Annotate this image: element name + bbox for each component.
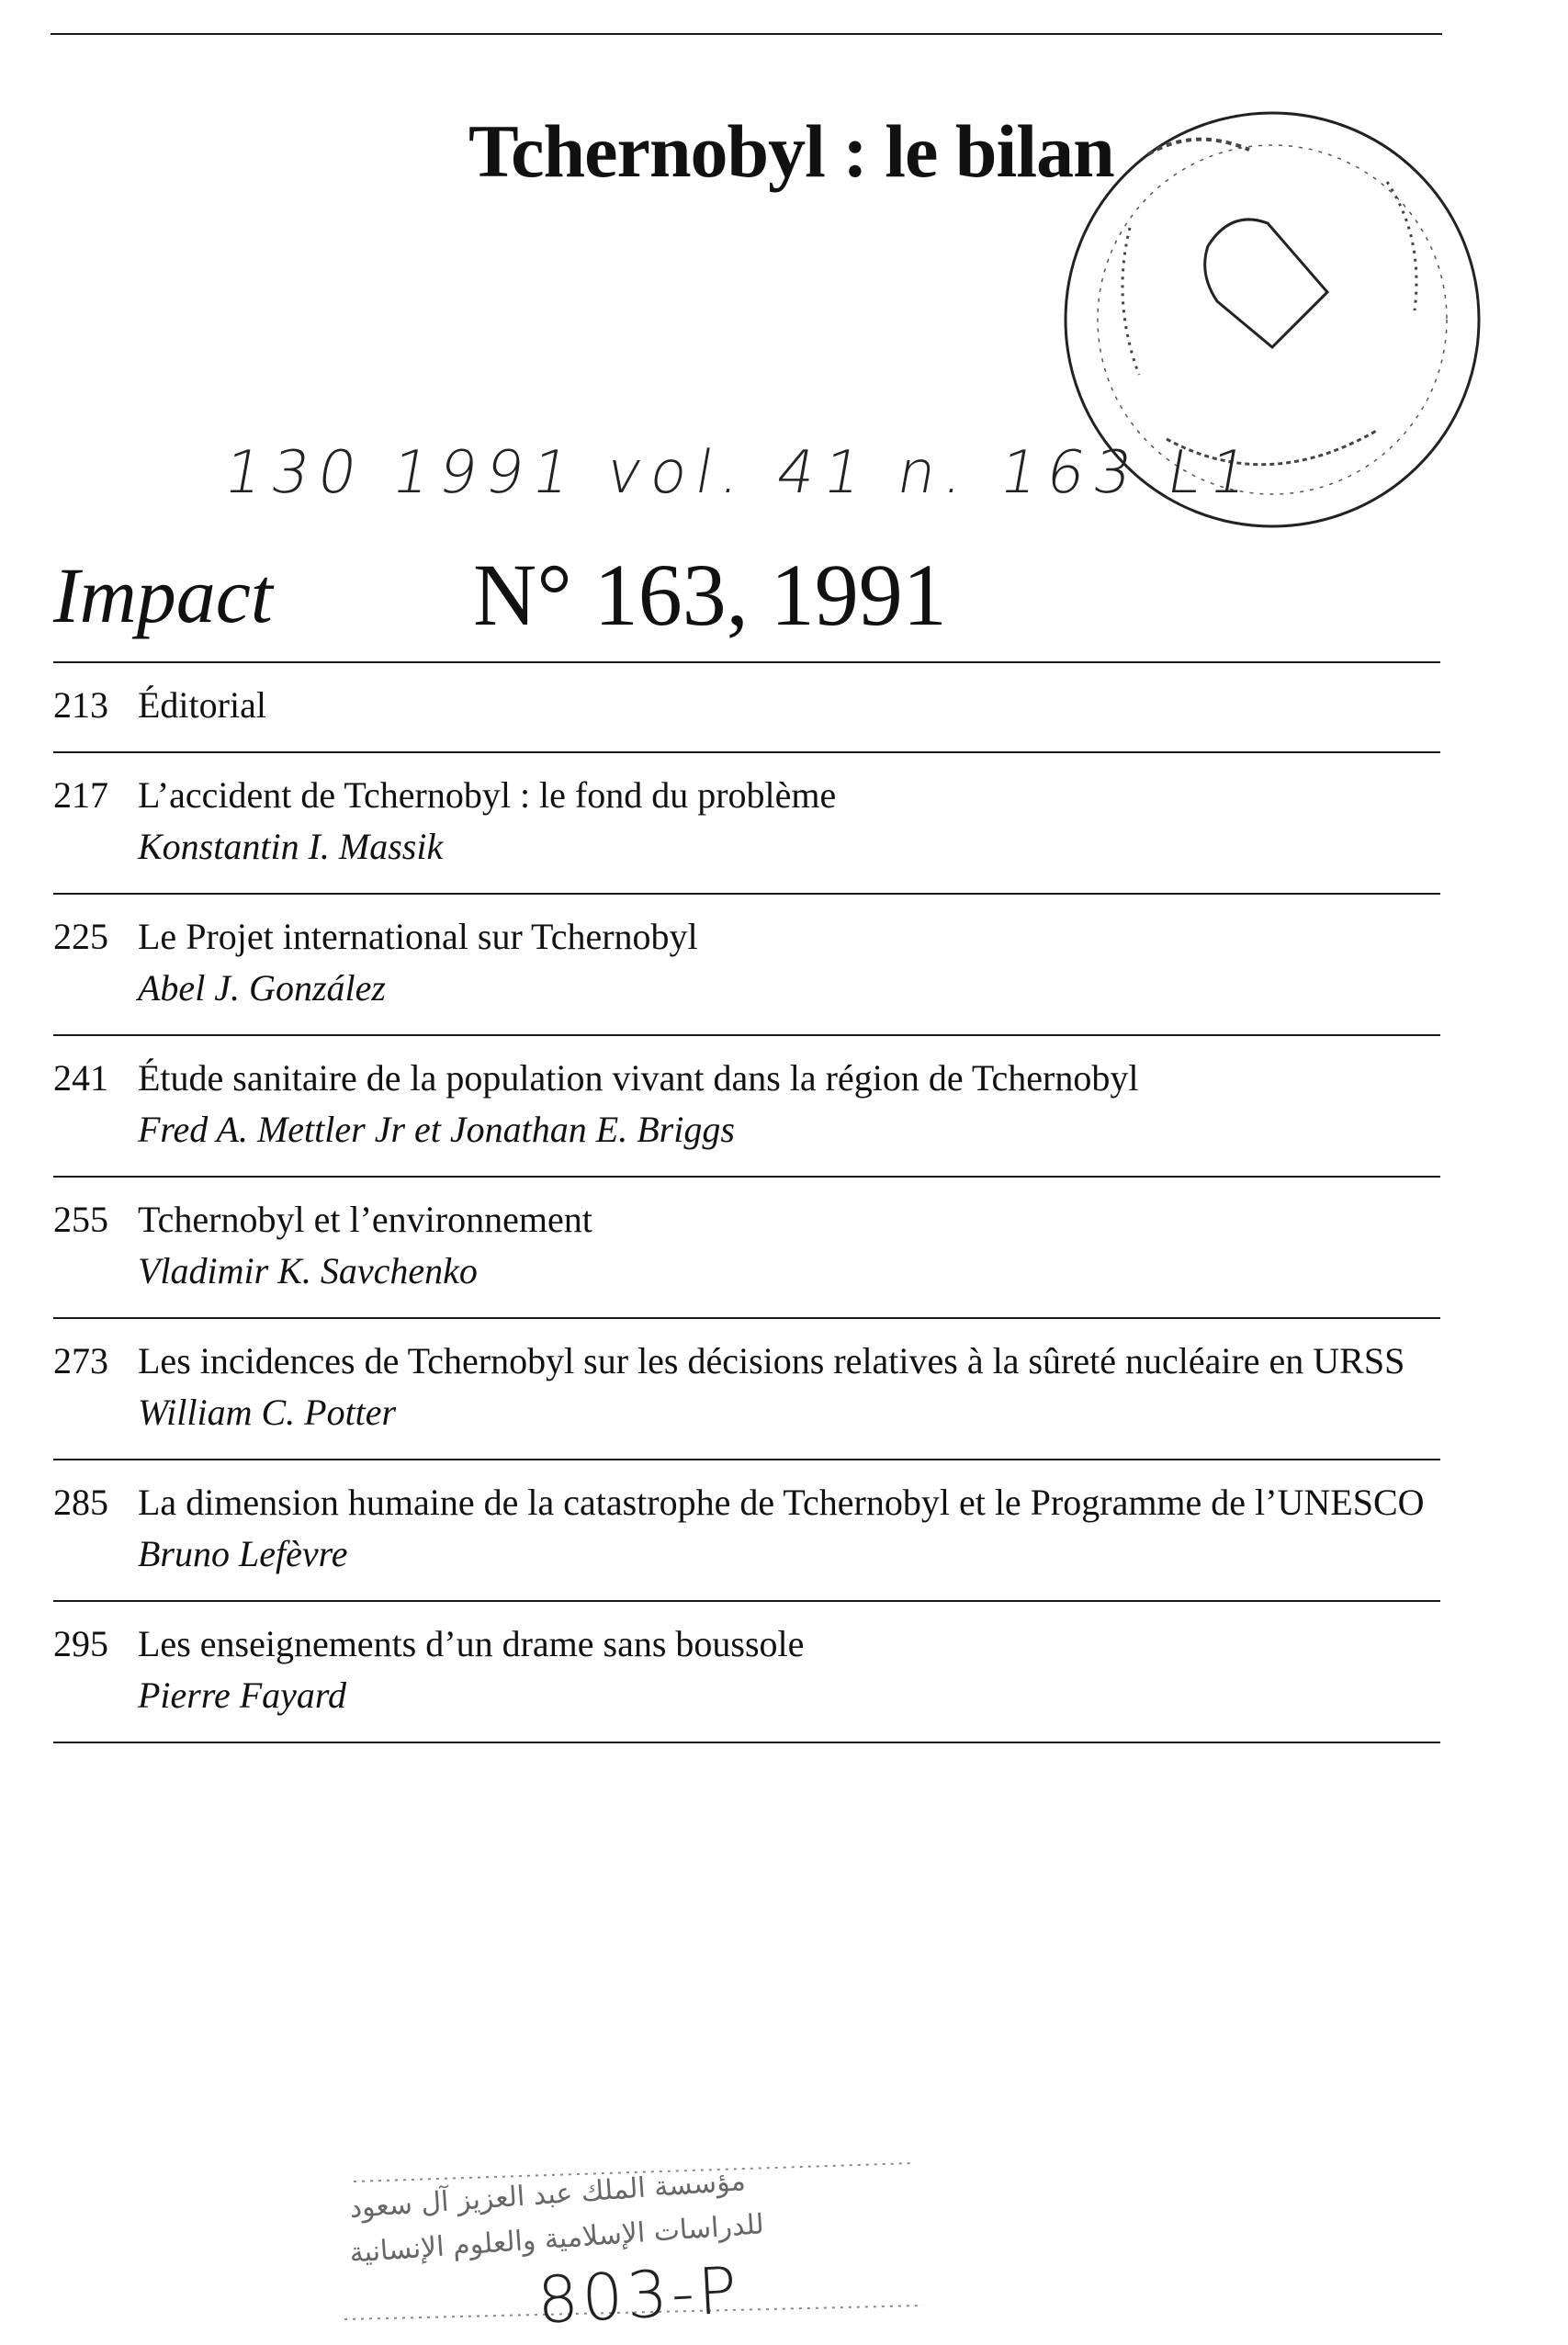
table-of-contents: [53, 661, 1440, 1743]
toc-page-number: 213: [53, 684, 108, 726]
toc-page-number: 255: [53, 1199, 108, 1240]
toc-article-title: L’accident de Tchernobyl : le fond du problème: [138, 774, 837, 816]
page-title: Tchernobyl : le bilan: [468, 109, 1114, 193]
stamp-text-line-2: للدراسات الإسلامية والعلوم الإنسانية: [348, 2208, 765, 2270]
stamp-text-line-1: مؤسسة الملك عبد العزيز آل سعود: [348, 2164, 747, 2226]
toc-article-title: Les incidences de Tchernobyl sur les décisions relatives à la sûreté nucléaire en URSS: [138, 1340, 1405, 1381]
toc-page-number: 295: [53, 1623, 108, 1664]
toc-page-number: 273: [53, 1340, 108, 1381]
toc-author: Fred A. Mettler Jr et Jonathan E. Briggs: [138, 1109, 735, 1150]
journal-name: Impact: [53, 551, 273, 639]
top-rule: [51, 33, 1442, 35]
toc-entry: [53, 661, 1440, 753]
toc-article-title: Éditorial: [138, 684, 266, 726]
toc-entry: [53, 1319, 1440, 1460]
toc-author: Bruno Lefèvre: [138, 1533, 348, 1574]
toc-author: Vladimir K. Savchenko: [138, 1250, 478, 1291]
toc-author: Konstantin I. Massik: [138, 826, 444, 867]
toc-article-title: La dimension humaine de la catastrophe de Tchernobyl et le Programme de l’UNESCO: [138, 1482, 1425, 1523]
toc-article-title: Tchernobyl et l’environnement: [138, 1199, 592, 1240]
toc-entry: [53, 753, 1440, 895]
toc-page-number: 285: [53, 1482, 108, 1523]
toc-entry: [53, 1036, 1440, 1178]
toc-article-title: Le Projet international sur Tchernobyl: [138, 916, 698, 957]
handwritten-call-number: 130 1991 vol. 41 n. 163 L1: [219, 439, 1263, 507]
toc-page-number: 217: [53, 774, 108, 816]
toc-author: Pierre Fayard: [138, 1674, 346, 1716]
toc-author: Abel J. González: [138, 967, 386, 1009]
toc-article-title: Étude sanitaire de la population vivant dans la région de Tchernobyl: [138, 1057, 1139, 1099]
toc-entry: [53, 1460, 1440, 1602]
shelf-number: 803-P: [536, 2252, 743, 2339]
toc-page-number: 241: [53, 1057, 108, 1099]
toc-article-title: Les enseignements d’un drame sans boussole: [138, 1623, 805, 1664]
toc-entry: [53, 1178, 1440, 1319]
toc-entry: [53, 1602, 1440, 1743]
issue-number: N° 163, 1991: [473, 546, 947, 644]
toc-author: William C. Potter: [138, 1392, 397, 1433]
toc-page-number: 225: [53, 916, 108, 957]
toc-entry: [53, 895, 1440, 1036]
